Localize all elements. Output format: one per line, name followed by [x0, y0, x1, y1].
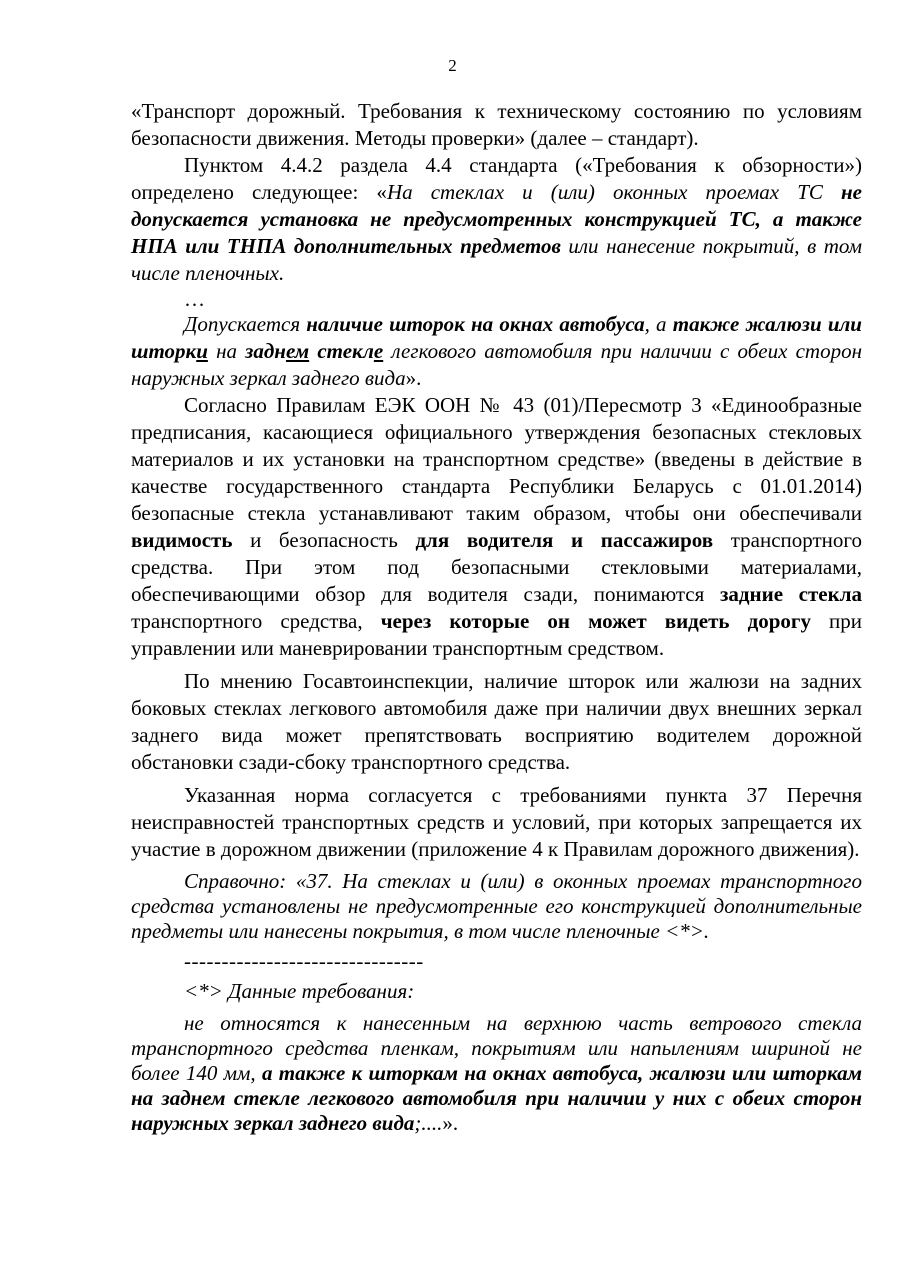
allowed-on: на	[207, 339, 246, 363]
paragraph-standard-title: «Транспорт дорожный. Требования к техническому состоянию по условиям безопасности движения. Методы проверки» (далее – стандарт).	[131, 99, 862, 150]
paragraph-norm: Указанная норма согласуется с требованиями пункта 37 Перечня неисправностей транспортных средств и условий, при которых запрещается их участие в дорожном движении (приложение 4 к Правилам дорожного движения).	[131, 783, 862, 861]
rules-text-4: транспортного средства,	[131, 609, 381, 633]
rules-visibility: видимость	[131, 528, 233, 552]
allowed-glass-suffix: е	[373, 339, 384, 363]
allowed-rear: задн	[245, 339, 286, 363]
paragraph-reference: Справочно: «37. На стеклах и (или) в оконных проемах транспортного средства установлены не предусмотренные его конструкцией дополнительные предметы или нанесены покрытия, в том числе пленочные <*>.	[131, 869, 862, 943]
allowed-blinds: также жалюзи или шторк	[131, 312, 862, 363]
allowed-comma: , а	[644, 312, 673, 336]
clause-quote-emphasis: не допускается установка не предусмотренных конструкцией ТС, а также НПА или ТНПА дополнительных предметов	[131, 180, 862, 258]
rules-text-2: и безопасность	[232, 528, 416, 552]
rules-see-road: через которые он может видеть дорогу	[380, 609, 811, 633]
paragraph-opinion: По мнению Госавтоинспекции, наличие шторок или жалюзи на задних боковых стеклах легкового автомобиля даже при наличии двух внешних зеркал заднего вида может препятствовать восприятию водителем дорожной обстановки сзади-сбоку транспортного средства.	[131, 669, 862, 774]
rules-driver-passengers: для водителя и пассажиров	[415, 528, 714, 552]
allowed-blinds-suffix: и	[196, 339, 208, 363]
paragraph-standard-clause	[131, 152, 862, 287]
rules-rear-glass: задние стекла	[719, 582, 863, 606]
document-body	[131, 98, 862, 1136]
paragraph-allowed	[131, 311, 862, 392]
allowed-intro: Допускается	[184, 312, 307, 336]
rules-text-1: Согласно Правилам ЕЭК ООН № 43 (01)/Пересмотр 3 «Единообразные предписания, касающиеся официального утверждения безопасных стекловых материалов и их установки на транспортном средстве» (введены в действие в качестве государственного стандарта Республики Беларусь с 01.01.2014) безопасные стекла устанавливают таким образом, чтобы они обеспечивали	[131, 393, 862, 525]
paragraph-unece-rules	[131, 392, 862, 662]
allowed-bus-curtains: наличие шторок на окнах автобуса	[306, 312, 645, 336]
requirements-ellipsis: ;....	[414, 1111, 443, 1135]
page-number: 2	[448, 56, 457, 75]
rules-text-5: при управлении или маневрировании транспортным средством.	[131, 609, 862, 660]
clause-quote-start: На стеклах и (или) оконных проемах ТС	[386, 180, 842, 204]
allowed-rear-suffix: ем	[285, 339, 310, 363]
requirements-close-quote: ».	[442, 1111, 459, 1135]
rules-text-3: транспортного средства. При этом под безопасными стекловыми материалами, обеспечивающими обзор для водителя сзади, понимаются	[131, 528, 862, 606]
requirements-emphasis: а также к шторкам на окнах автобуса, жалюзи или шторкам на заднем стекле легкового автомобиля при наличии у них с обеих сторон наружных зеркал заднего вида	[131, 1061, 863, 1135]
allowed-close-quote: ».	[405, 366, 422, 390]
ellipsis: …	[184, 287, 205, 311]
clause-quote-end: или нанесение покрытий, в том числе пленочных.	[131, 234, 862, 285]
allowed-condition: легкового автомобиля при наличии с обеих сторон наружных зеркал заднего вида	[131, 339, 863, 390]
requirements-text: не относятся к нанесенным на верхнюю часть ветрового стекла транспортного средства пленкам, покрытиям или напылениям шириной не более 140 мм,	[131, 1011, 862, 1085]
allowed-glass: стекл	[317, 339, 374, 363]
footnote-separator: --------------------------------	[184, 949, 424, 973]
footnote-heading: <*> Данные требования:	[184, 979, 415, 1003]
clause-intro: Пунктом 4.4.2 раздела 4.4 стандарта («Требования к обзорности») определено следующее: «	[131, 153, 862, 204]
footnote-requirements	[131, 1011, 862, 1136]
